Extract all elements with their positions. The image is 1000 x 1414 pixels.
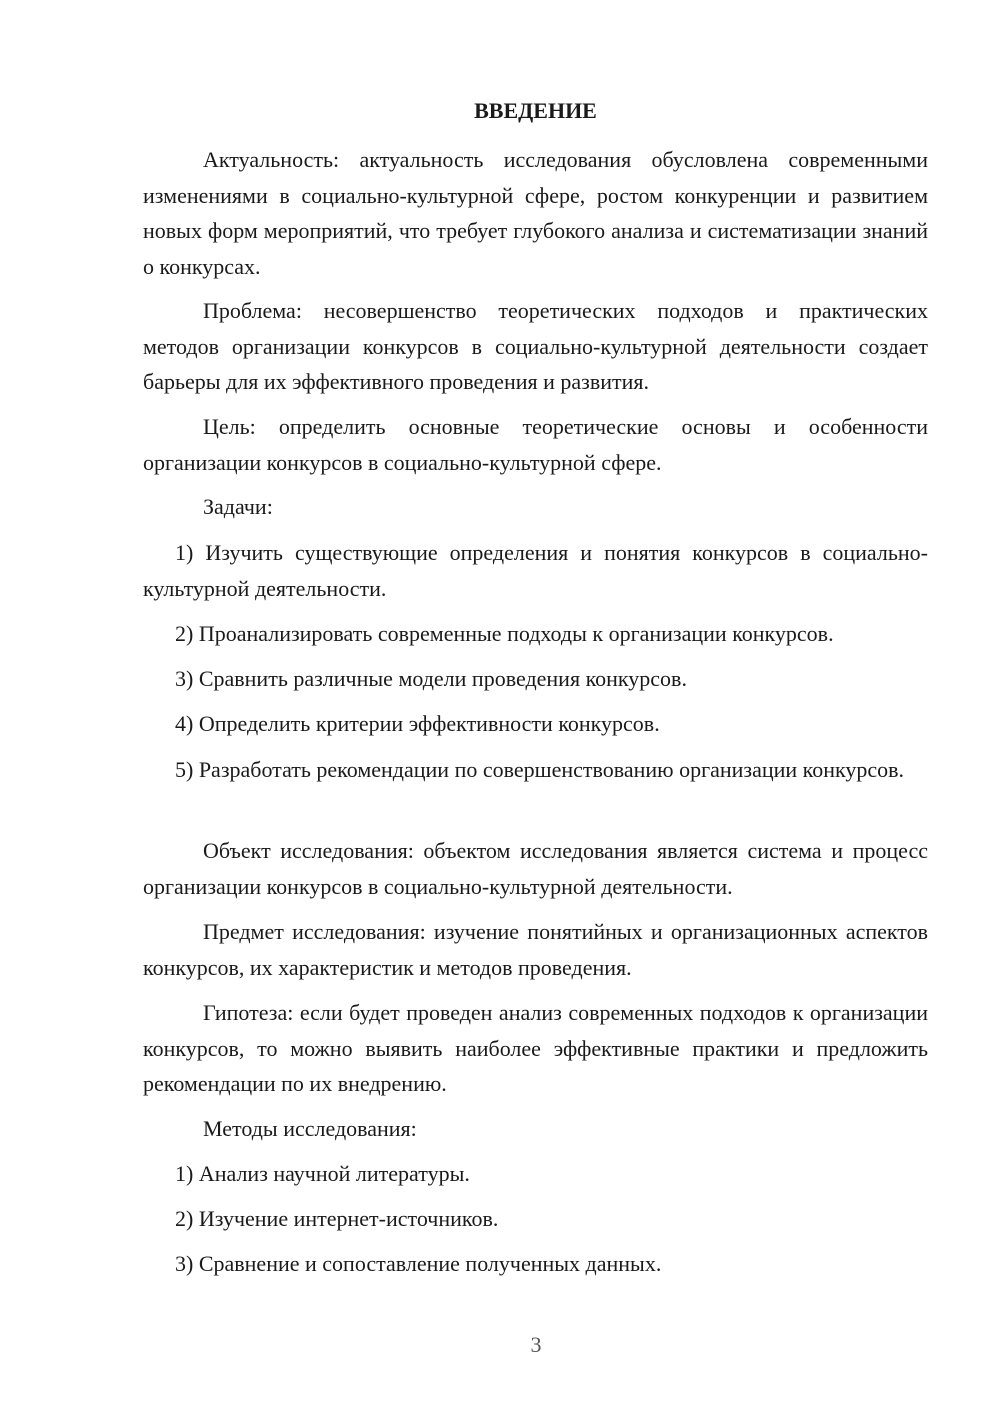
task-item-1: 1) Изучить существующие определения и понятия конкурсов в социально-культурной деятельности. [143, 540, 928, 601]
task-item-3: 3) Сравнить различные модели проведения конкурсов. [175, 666, 687, 691]
subject-paragraph: Предмет исследования: изучение понятийных и организационных аспектов конкурсов, их характеристик и методов проведения. [143, 919, 928, 980]
object-paragraph: Объект исследования: объектом исследования является система и процесс организации конкурсов в социально-культурной деятельности. [143, 838, 928, 899]
task-item-4: 4) Определить критерии эффективности конкурсов. [175, 711, 660, 736]
problem-paragraph: Проблема: несовершенство теоретических подходов и практических методов организации конкурсов в социально-культурной деятельности создает барьеры для их эффективного проведения и развития. [143, 298, 928, 394]
task-item-2: 2) Проанализировать современные подходы к организации конкурсов. [175, 621, 834, 646]
page-number: 3 [530, 1332, 542, 1357]
tasks-label: Задачи: [203, 494, 273, 519]
methods-label: Методы исследования: [203, 1116, 417, 1141]
goal-paragraph: Цель: определить основные теоретические основы и особенности организации конкурсов в социально-культурной сфере. [143, 414, 928, 475]
method-item-3: 3) Сравнение и сопоставление полученных данных. [175, 1251, 662, 1276]
page-title: ВВЕДЕНИЕ [474, 98, 597, 123]
hypothesis-paragraph: Гипотеза: если будет проведен анализ современных подходов к организации конкурсов, то можно выявить наиболее эффективные практики и предложить рекомендации по их внедрению. [143, 1000, 928, 1096]
method-item-2: 2) Изучение интернет-источников. [175, 1206, 499, 1231]
task-item-5: 5) Разработать рекомендации по совершенствованию организации конкурсов. [175, 757, 905, 782]
method-item-1: 1) Анализ научной литературы. [175, 1161, 470, 1186]
relevance-paragraph: Актуальность: актуальность исследования обусловлена современными изменениями в социально-культурной сфере, ростом конкуренции и развитием новых форм мероприятий, что требует глубокого анализа и систематизации знаний о конкурсах. [143, 147, 928, 279]
